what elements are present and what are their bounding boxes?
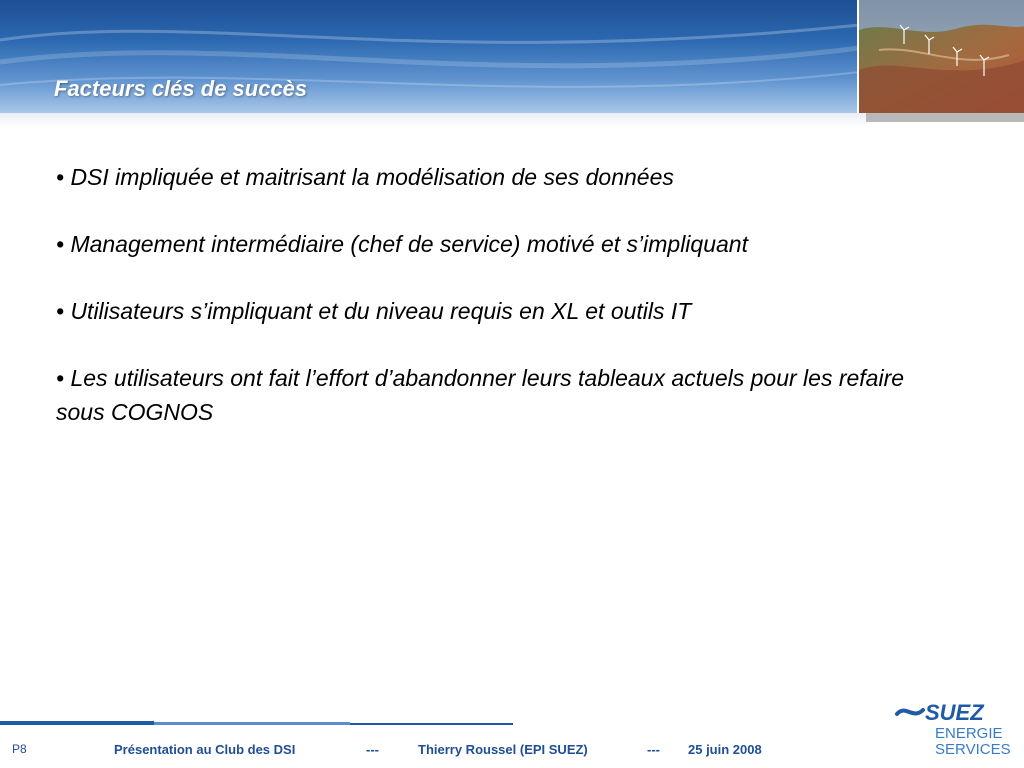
footer-divider bbox=[0, 721, 154, 725]
logo-line1: ENERGIE bbox=[935, 725, 1003, 742]
logo-brand: SUEZ bbox=[925, 700, 984, 725]
page-number: P8 bbox=[12, 742, 27, 756]
bullet-item: • DSI impliquée et maitrisant la modélisation de ses données bbox=[56, 164, 674, 190]
bullet-item: • Utilisateurs s’impliquant et du niveau requis en XL et outils IT bbox=[56, 298, 692, 324]
footer-divider bbox=[350, 723, 513, 725]
footer-date: 25 juin 2008 bbox=[688, 742, 762, 757]
logo-line2: SERVICES bbox=[935, 741, 1011, 758]
footer-author: Thierry Roussel (EPI SUEZ) bbox=[418, 742, 588, 757]
suez-logo bbox=[893, 700, 1018, 762]
bullet-item: • Les utilisateurs ont fait l’effort d’abandonner leurs tableaux actuels pour les refaire sous COGNOS bbox=[56, 365, 905, 425]
footer-separator: --- bbox=[366, 742, 379, 757]
footer-presentation: Présentation au Club des DSI bbox=[114, 742, 296, 757]
header-underline bbox=[0, 113, 866, 127]
wind-farm-photo bbox=[857, 0, 1024, 113]
slide-title: Facteurs clés de succès bbox=[54, 76, 308, 101]
bullet-list bbox=[56, 160, 956, 462]
footer-separator: --- bbox=[647, 742, 660, 757]
bullet-item: • Management intermédiaire (chef de service) motivé et s’impliquant bbox=[56, 231, 748, 257]
footer-divider bbox=[154, 722, 350, 725]
